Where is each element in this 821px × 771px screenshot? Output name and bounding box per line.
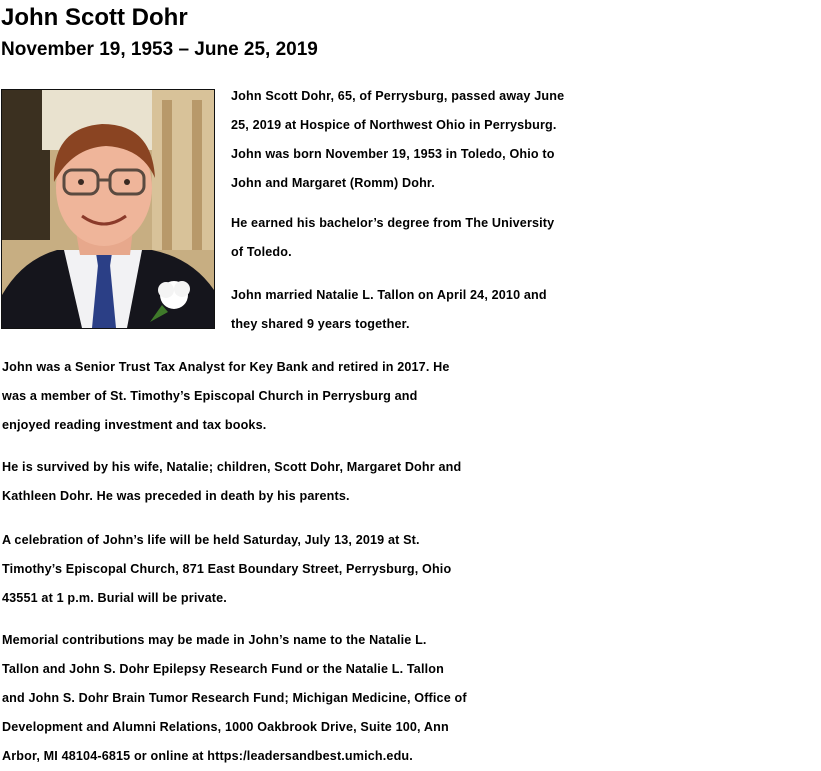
paragraph-line: Arbor, MI 48104-6815 or online at https:/leadersandbest.umich.edu. — [2, 749, 413, 763]
paragraph-line: of Toledo. — [231, 245, 292, 259]
portrait-photo — [1, 89, 215, 329]
paragraph-education — [231, 209, 821, 267]
paragraph-line: John was born November 19, 1953 in Toledo, Ohio to — [231, 147, 555, 161]
paragraph-line: enjoyed reading investment and tax books. — [2, 418, 267, 432]
portrait-photo-icon — [2, 90, 214, 328]
paragraph-intro — [231, 82, 821, 198]
paragraph-line: A celebration of John’s life will be held Saturday, July 13, 2019 at St. — [2, 533, 420, 547]
paragraph-celebration — [2, 526, 821, 613]
paragraph-line: He earned his bachelor’s degree from The University — [231, 216, 555, 230]
paragraph-line: 43551 at 1 p.m. Burial will be private. — [2, 591, 227, 605]
paragraph-line: John married Natalie L. Tallon on April 24, 2010 and — [231, 288, 547, 302]
paragraph-career — [2, 353, 821, 440]
paragraph-line: He is survived by his wife, Natalie; children, Scott Dohr, Margaret Dohr and — [2, 460, 462, 474]
life-dates: November 19, 1953 – June 25, 2019 — [1, 39, 318, 60]
paragraph-memorial — [2, 626, 821, 771]
paragraph-line: Development and Alumni Relations, 1000 Oakbrook Drive, Suite 100, Ann — [2, 720, 449, 734]
paragraph-line: John Scott Dohr, 65, of Perrysburg, passed away June — [231, 89, 565, 103]
paragraph-line: Timothy’s Episcopal Church, 871 East Boundary Street, Perrysburg, Ohio — [2, 562, 452, 576]
paragraph-line: John was a Senior Trust Tax Analyst for Key Bank and retired in 2017. He — [2, 360, 450, 374]
paragraph-marriage — [231, 281, 821, 339]
paragraph-line: John and Margaret (Romm) Dohr. — [231, 176, 435, 190]
paragraph-line: Tallon and John S. Dohr Epilepsy Research Fund or the Natalie L. Tallon — [2, 662, 444, 676]
paragraph-line: they shared 9 years together. — [231, 317, 410, 331]
obituary-name: John Scott Dohr — [1, 4, 188, 31]
paragraph-survivors — [2, 453, 821, 511]
paragraph-line: and John S. Dohr Brain Tumor Research Fund; Michigan Medicine, Office of — [2, 691, 467, 705]
paragraph-line: Kathleen Dohr. He was preceded in death by his parents. — [2, 489, 350, 503]
paragraph-line: was a member of St. Timothy’s Episcopal Church in Perrysburg and — [2, 389, 418, 403]
paragraph-line: 25, 2019 at Hospice of Northwest Ohio in Perrysburg. — [231, 118, 557, 132]
paragraph-line: Memorial contributions may be made in John’s name to the Natalie L. — [2, 633, 427, 647]
